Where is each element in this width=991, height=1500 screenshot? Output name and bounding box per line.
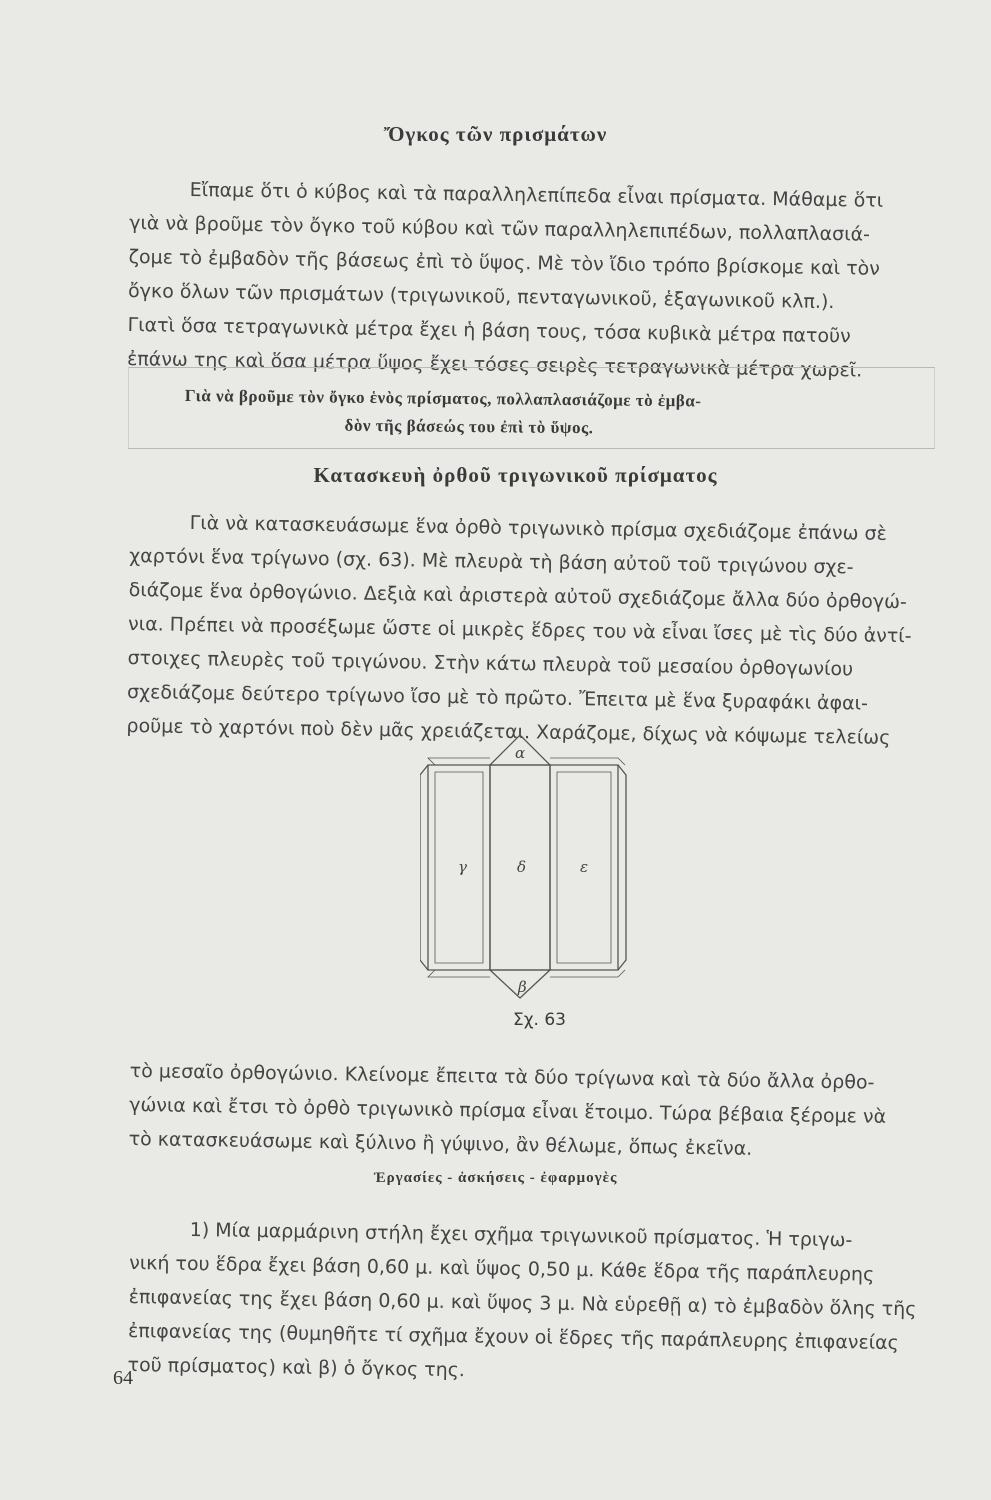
figure-caption: Σχ. 63 bbox=[513, 1010, 567, 1030]
construction-line: χαρτόνι ἕνα τρίγωνο (σχ. 63). Μὲ πλευρὰ τὴ βάση αὐτοῦ τοῦ τριγώνου σχε- bbox=[129, 544, 854, 579]
figure-label-top: α bbox=[515, 744, 526, 762]
exercise-line: ἐπιφανείας της ἔχει βάση 0,60 μ. καὶ ὕψος 3 μ. Νὰ εὑρεθῇ α) τὸ ἐμβαδὸν ὅλης τῆς bbox=[128, 1285, 917, 1321]
intro-line: Εἴπαμε ὅτι ὁ κύβος καὶ τὰ παραλληλεπίπεδα εἶναι πρίσματα. Μάθαμε ὅτι bbox=[189, 178, 884, 212]
after-figure-paragraph bbox=[128, 1054, 930, 1169]
exercise-line: νική του ἕδρα ἔχει βάση 0,60 μ. καὶ ὕψος 0,50 μ. Κάθε ἕδρα τῆς παράπλευρης bbox=[129, 1251, 875, 1286]
construction-heading: Κατασκευὴ ὀρθοῦ τριγωνικοῦ πρίσματος bbox=[313, 463, 718, 487]
page-title: Ὄγκος τῶν πρισμάτων bbox=[383, 122, 608, 146]
exercises-heading: Ἐργασίες - ἀσκήσεις - ἐφαρμογὲς bbox=[373, 1170, 618, 1186]
after-figure-line: γώνια καὶ ἔτσι τὸ ὀρθὸ τριγωνικὸ πρίσμα εἶναι ἕτοιμο. Τώρα βέβαια ξέρομε νὰ bbox=[129, 1093, 887, 1128]
after-figure-line: τὸ μεσαῖο ὀρθογώνιο. Κλείνομε ἔπειτα τὰ δύο τρίγωνα καὶ τὰ δύο ἄλλα ὀρθο- bbox=[129, 1059, 875, 1094]
prism-net-figure bbox=[420, 730, 640, 1000]
construction-line: σχεδιάζομε δεύτερο τρίγωνο ἴσο μὲ τὸ πρῶτο. Ἔπειτα μὲ ἕνα ξυραφάκι ἀφαι- bbox=[126, 680, 869, 715]
intro-line: γιὰ νὰ βροῦμε τὸν ὄγκο τοῦ κύβου καὶ τῶν παραλληλεπιπέδων, πολλαπλασιά- bbox=[129, 211, 871, 246]
construction-line: διάζομε ἕνα ὀρθογώνιο. Δεξιὰ καὶ ἀριστερὰ αὐτοῦ σχεδιάζομε ἄλλα δύο ὀρθογώ- bbox=[128, 578, 908, 614]
construction-line: Γιὰ νὰ κατασκευάσωμε ἕνα ὀρθὸ τριγωνικὸ πρίσμα σχεδιάζομε ἐπάνω σὲ bbox=[189, 511, 887, 545]
intro-line: Γιατὶ ὅσα τετραγωνικὰ μέτρα ἔχει ἡ βάση τους, τόσα κυβικὰ μέτρα πατοῦν bbox=[127, 313, 851, 348]
rule-line: δὸν τῆς βάσεώς του ἐπὶ τὸ ὕψος. bbox=[344, 415, 594, 438]
figure-label-right: ε bbox=[580, 858, 589, 876]
intro-line: ζομε τὸ ἐμβαδὸν τῆς βάσεως ἐπὶ τὸ ὕψος. Μὲ τὸν ἴδιο τρόπο βρίσκομε καὶ τὸν bbox=[128, 245, 881, 280]
figure-label-left: γ bbox=[458, 858, 467, 876]
intro-paragraph bbox=[127, 172, 930, 389]
rule-statement bbox=[184, 382, 905, 446]
exercise-line: 1) Μία μαρμάρινη στήλη ἔχει σχῆμα τριγωνικοῦ πρίσματος. Ἡ τριγω- bbox=[189, 1218, 853, 1252]
exercise-line: ἐπιφανείας της (θυμηθῆτε τί σχῆμα ἔχουν οἱ ἕδρες τῆς παράπλευρης ἐπιφανείας bbox=[127, 1319, 899, 1355]
exercise-paragraph bbox=[127, 1212, 930, 1395]
rule-line: Γιὰ νὰ βροῦμε τὸν ὄγκο ἑνὸς πρίσματος, πολλαπλασιάζομε τὸ ἐμβα- bbox=[184, 385, 702, 411]
after-figure-line: τὸ κατασκευάσωμε καὶ ξύλινο ἢ γύψινο, ἂν θέλωμε, ὅπως ἐκεῖνα. bbox=[128, 1127, 753, 1160]
figure-label-bottom: β bbox=[518, 978, 527, 996]
page-number: 64 bbox=[113, 1367, 133, 1389]
construction-line: νια. Πρέπει νὰ προσέξωμε ὥστε οἱ μικρὲς ἕδρες του νὰ εἶναι ἴσες μὲ τὶς δύο ἀντί- bbox=[127, 612, 912, 648]
intro-line: ὄγκο ὅλων τῶν πρισμάτων (τριγωνικοῦ, πενταγωνικοῦ, ἑξαγωνικοῦ κλπ.). bbox=[127, 279, 835, 314]
construction-line: στοιχες πλευρὲς τοῦ τριγώνου. Στὴν κάτω πλευρὰ τοῦ μεσαίου ὀρθογωνίου bbox=[127, 646, 854, 681]
left-tab bbox=[420, 765, 428, 970]
construction-line: ροῦμε τὸ χαρτόνι ποὺ δὲν μᾶς χρειάζεται. Χαράζομε, δίχως νὰ κόψωμε τελείως bbox=[126, 714, 891, 749]
right-tab bbox=[618, 765, 626, 970]
figure-label-center: δ bbox=[517, 858, 527, 876]
intro-line: ἐπάνω της καὶ ὅσα μέτρα ὕψος ἔχει τόσες σειρὲς τετραγωνικὰ μέτρα χωρεῖ. bbox=[126, 347, 863, 382]
exercise-line: τοῦ πρίσματος) καὶ β) ὁ ὄγκος της. bbox=[127, 1353, 466, 1382]
construction-paragraph bbox=[126, 505, 930, 756]
